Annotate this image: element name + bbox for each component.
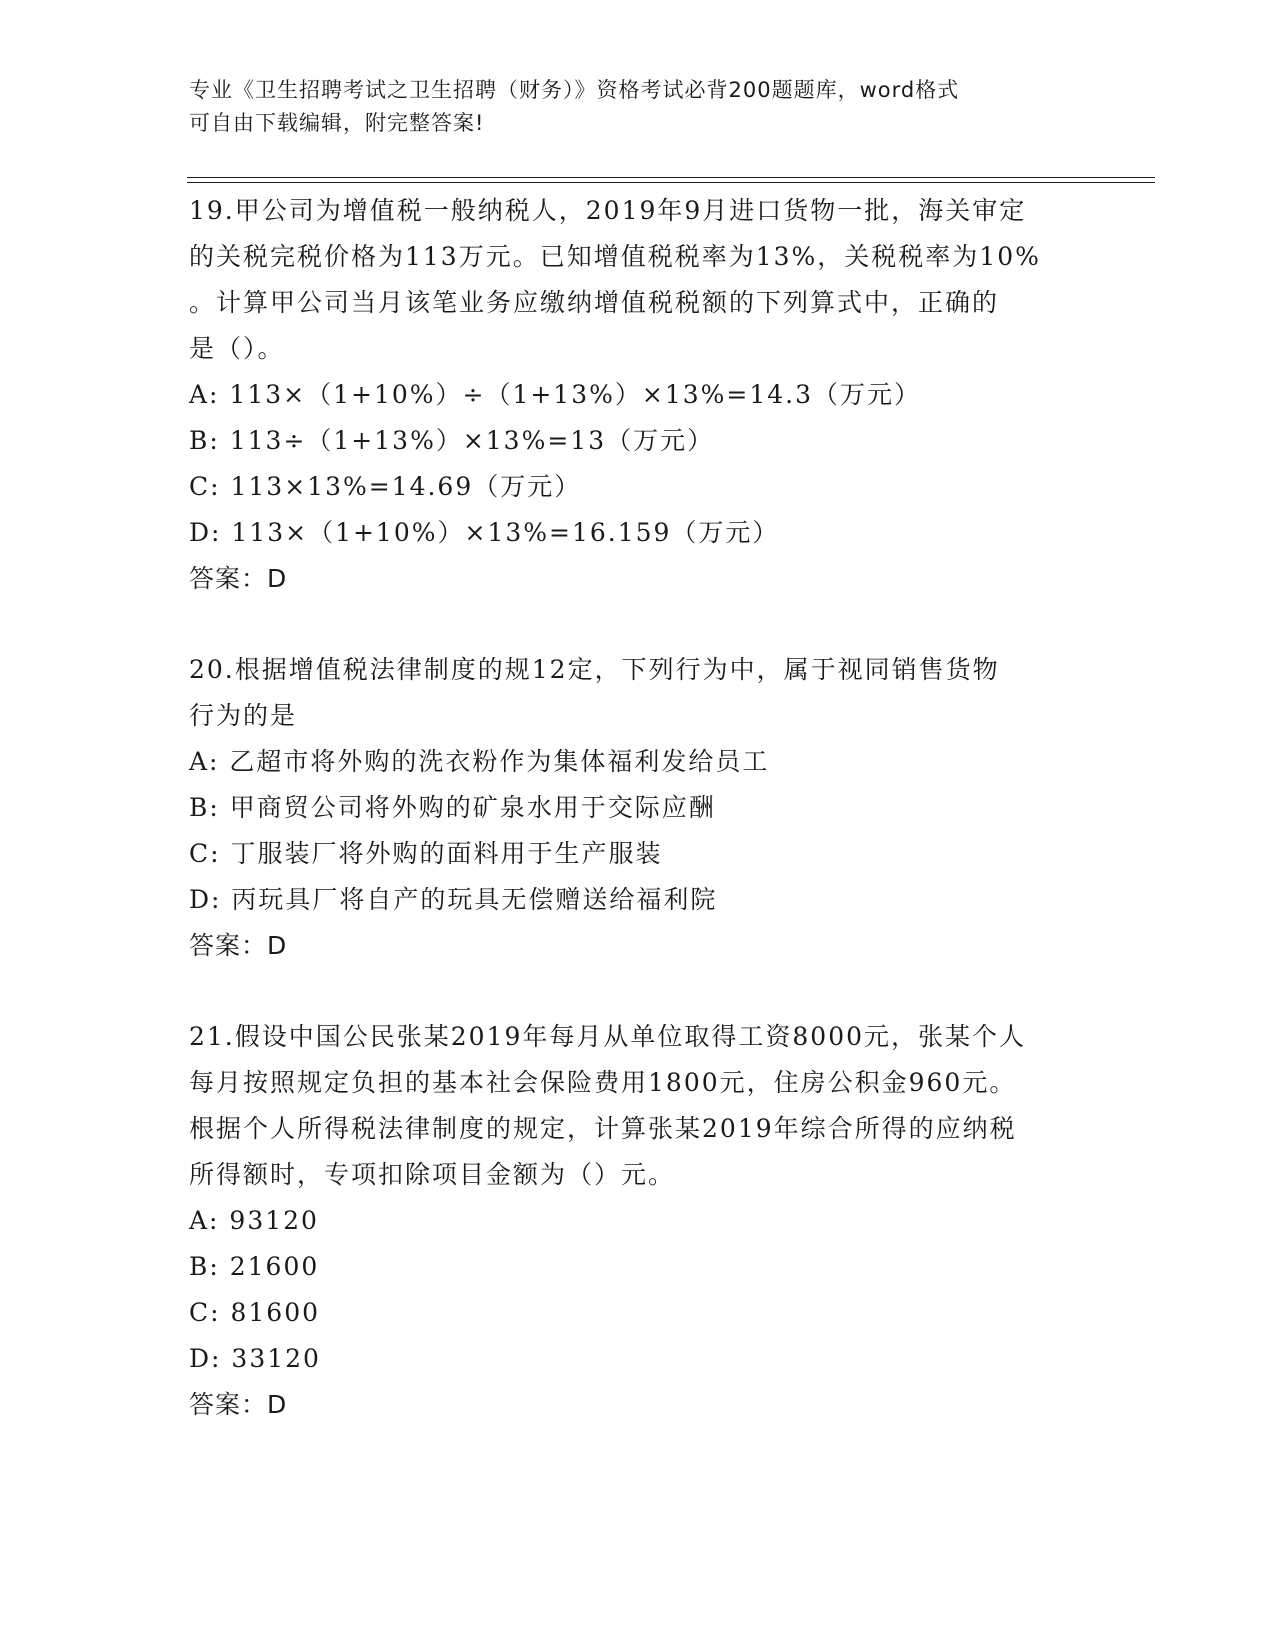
option-b: B: 甲商贸公司将外购的矿泉水用于交际应酬 bbox=[189, 793, 716, 822]
question-spacer bbox=[189, 602, 1089, 647]
option-d: D: 丙玩具厂将自产的玩具无偿赠送给福利院 bbox=[189, 885, 718, 914]
question-20 bbox=[189, 647, 1089, 969]
header-line-2: 可自由下载编辑，附完整答案! bbox=[189, 111, 485, 135]
question-21 bbox=[189, 1014, 1089, 1428]
header-rule-top bbox=[187, 177, 1155, 178]
question-stem-line: 。计算甲公司当月该笔业务应缴纳增值税税额的下列算式中，正确的 bbox=[189, 288, 1000, 317]
option-a: A: 乙超市将外购的洗衣粉作为集体福利发给员工 bbox=[189, 747, 770, 776]
question-stem-line: 每月按照规定负担的基本社会保险费用1800元，住房公积金960元。 bbox=[189, 1068, 1017, 1097]
question-stem-line: 19.甲公司为增值税一般纳税人，2019年9月进口货物一批，海关审定 bbox=[189, 196, 1027, 225]
question-stem-line: 20.根据增值税法律制度的规12定，下列行为中，属于视同销售货物 bbox=[189, 655, 1000, 684]
option-d: D: 113×（1+10%）×13%=16.159（万元） bbox=[189, 518, 780, 547]
option-c: C: 丁服装厂将外购的面料用于生产服装 bbox=[189, 839, 663, 868]
question-19 bbox=[189, 188, 1089, 602]
question-stem-line: 的关税完税价格为113万元。已知增值税税率为13%，关税税率为10% bbox=[189, 242, 1041, 271]
question-stem-line: 行为的是 bbox=[189, 701, 298, 730]
option-b: B: 21600 bbox=[189, 1252, 320, 1281]
question-list bbox=[189, 188, 1089, 1428]
answer: 答案：D bbox=[189, 1390, 288, 1419]
option-d: D: 33120 bbox=[189, 1344, 321, 1373]
option-c: C: 113×13%=14.69（万元） bbox=[189, 472, 582, 501]
header-line-1: 专业《卫生招聘考试之卫生招聘（财务）》资格考试必背200题题库，word格式 bbox=[189, 78, 960, 102]
question-stem-line: 21.假设中国公民张某2019年每月从单位取得工资8000元，张某个人 bbox=[189, 1022, 1027, 1051]
option-a: A: 113×（1+10%）÷（1+13%）×13%=14.3（万元） bbox=[189, 380, 922, 409]
option-a: A: 93120 bbox=[189, 1206, 319, 1235]
question-stem-line: 是（）。 bbox=[189, 334, 285, 363]
header-rule-bottom bbox=[187, 182, 1155, 183]
option-c: C: 81600 bbox=[189, 1298, 321, 1327]
answer: 答案：D bbox=[189, 564, 288, 593]
question-stem-line: 根据个人所得税法律制度的规定，计算张某2019年综合所得的应纳税 bbox=[189, 1114, 1017, 1143]
document-header bbox=[189, 74, 1089, 140]
option-b: B: 113÷（1+13%）×13%=13（万元） bbox=[189, 426, 715, 455]
question-stem-line: 所得额时，专项扣除项目金额为（）元。 bbox=[189, 1160, 676, 1189]
question-spacer bbox=[189, 969, 1089, 1014]
answer: 答案：D bbox=[189, 931, 288, 960]
